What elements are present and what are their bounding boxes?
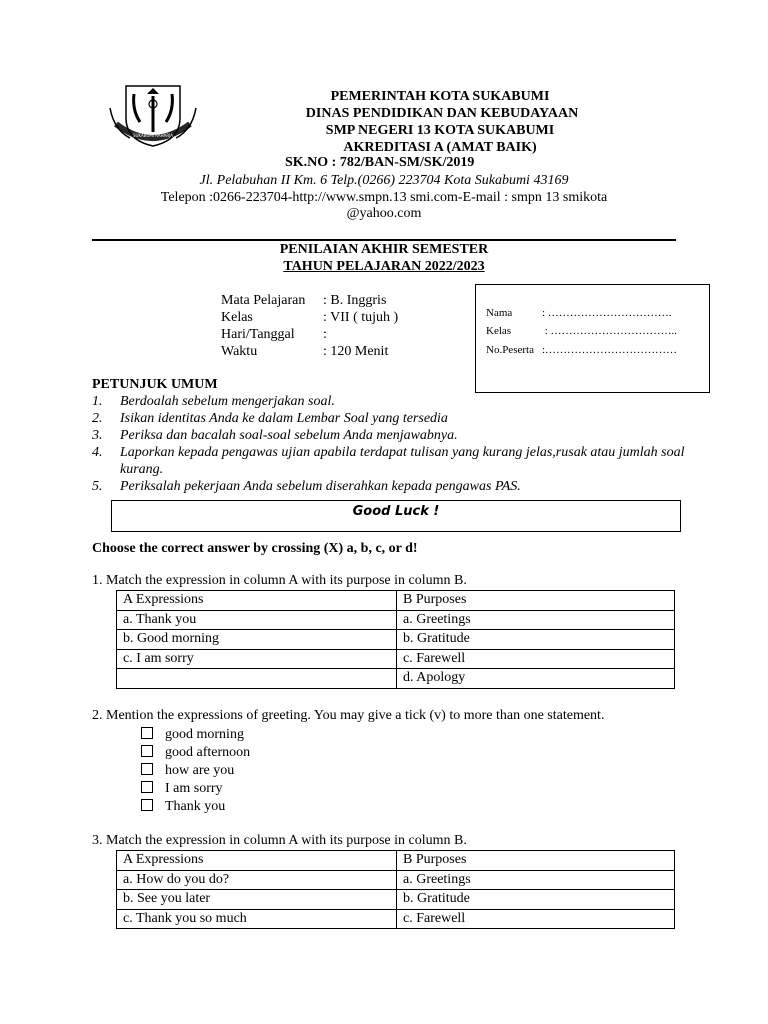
checkbox-icon[interactable]: [141, 799, 153, 811]
info-date: [221, 326, 327, 343]
info-value: : VII ( tujuh ): [323, 310, 399, 325]
option-checkbox[interactable]: good afternoon: [141, 744, 250, 762]
header-divider: [92, 239, 676, 241]
question-2-options: [141, 726, 250, 816]
header-contact-1: Telepon :0266-223704-http://www.smpn.13 smi.com-E-mail : smpn 13 smikota: [160, 190, 608, 205]
question-1-table: [116, 590, 675, 689]
info-label: Mata Pelajaran: [221, 293, 306, 308]
good-luck-banner: Good Luck !: [111, 500, 681, 532]
info-value: :: [323, 327, 327, 342]
header-sk-number: SK.NO : 782/BAN-SM/SK/2019: [285, 155, 475, 170]
identity-class-field[interactable]: [486, 325, 677, 337]
option-checkbox[interactable]: how are you: [141, 762, 250, 780]
info-label: Hari/Tanggal: [221, 327, 295, 342]
exam-title: PENILAIAN AKHIR SEMESTER: [279, 242, 489, 257]
option-checkbox[interactable]: good morning: [141, 726, 250, 744]
identity-label: Kelas: [486, 325, 512, 337]
table-row: b. See you later b. Gratitude: [117, 890, 675, 910]
info-label: Kelas: [221, 310, 253, 325]
header-line-3: SMP NEGERI 13 KOTA SUKABUMI: [325, 123, 555, 138]
identity-blank: : …………………………….: [542, 307, 672, 319]
identity-label: No.Peserta: [486, 344, 534, 356]
identity-blank: :………………………………: [542, 344, 678, 356]
question-3-table: [116, 850, 675, 929]
info-time: [221, 343, 388, 360]
table-row: A Expressions B Purposes: [117, 851, 675, 871]
identity-label: Nama: [486, 307, 513, 319]
table-row: c. Thank you so much c. Farewell: [117, 909, 675, 929]
table-row: d. Apology: [117, 669, 675, 689]
general-instructions: [92, 376, 692, 495]
info-value: : 120 Menit: [323, 344, 389, 359]
question-3: 3. Match the expression in column A with its purpose in column B.: [92, 833, 467, 848]
header-line-4: AKREDITASI A (AMAT BAIK): [343, 140, 537, 155]
checkbox-icon[interactable]: [141, 727, 153, 739]
info-label: Waktu: [221, 344, 258, 359]
question-1: 1. Match the expression in column A with its purpose in column B.: [92, 573, 467, 588]
answer-instruction: Choose the correct answer by crossing (X) a, b, c, or d!: [92, 541, 418, 556]
instruction-item: 1. Berdoalah sebelum mengerjakan soal.: [92, 394, 335, 409]
info-class: [221, 309, 398, 326]
checkbox-icon[interactable]: [141, 763, 153, 775]
header-line-1: PEMERINTAH KOTA SUKABUMI: [330, 89, 550, 104]
instruction-item: 5. Periksalah pekerjaan Anda sebelum diserahkan kepada pengawas PAS.: [92, 479, 521, 494]
info-subject: [221, 292, 386, 309]
table-row: a. How do you do? a. Greetings: [117, 870, 675, 890]
instruction-item: 2. Isikan identitas Anda ke dalam Lembar Soal yang tersedia: [92, 411, 448, 426]
instruction-item: 3. Periksa dan bacalah soal-soal sebelum Anda menjawabnya.: [92, 428, 458, 443]
header-address: Jl. Pelabuhan II Km. 6 Telp.(0266) 223704 Kota Sukabumi 43169: [199, 173, 569, 188]
table-row: b. Good morning b. Gratitude: [117, 630, 675, 650]
header-contact-2: @yahoo.com: [346, 206, 422, 221]
identity-number-field[interactable]: [486, 344, 677, 356]
table-row: A Expressions B Purposes: [117, 591, 675, 611]
question-2: 2. Mention the expressions of greeting. You may give a tick (v) to more than one statement.: [92, 708, 605, 723]
option-checkbox[interactable]: I am sorry: [141, 780, 250, 798]
identity-blank: : ……………………………..: [542, 325, 678, 337]
header-line-2: DINAS PENDIDIKAN DAN KEBUDAYAAN: [305, 106, 579, 121]
instruction-item: 4. Laporkan kepada pengawas ujian apabila terdapat tulisan yang kurang jelas,rusak atau jumlah soal kurang.: [92, 445, 685, 477]
identity-name-field[interactable]: [486, 307, 672, 319]
academic-year: TAHUN PELAJARAN 2022/2023: [283, 259, 485, 274]
logo-motto: SUKABUMI RAHARJA: [132, 133, 174, 138]
checkbox-icon[interactable]: [141, 745, 153, 757]
instructions-heading: PETUNJUK UMUM: [92, 377, 218, 392]
table-row: c. I am sorry c. Farewell: [117, 649, 675, 669]
checkbox-icon[interactable]: [141, 781, 153, 793]
info-value: : B. Inggris: [323, 293, 387, 308]
table-row: a. Thank you a. Greetings: [117, 610, 675, 630]
option-checkbox[interactable]: Thank you: [141, 798, 250, 816]
